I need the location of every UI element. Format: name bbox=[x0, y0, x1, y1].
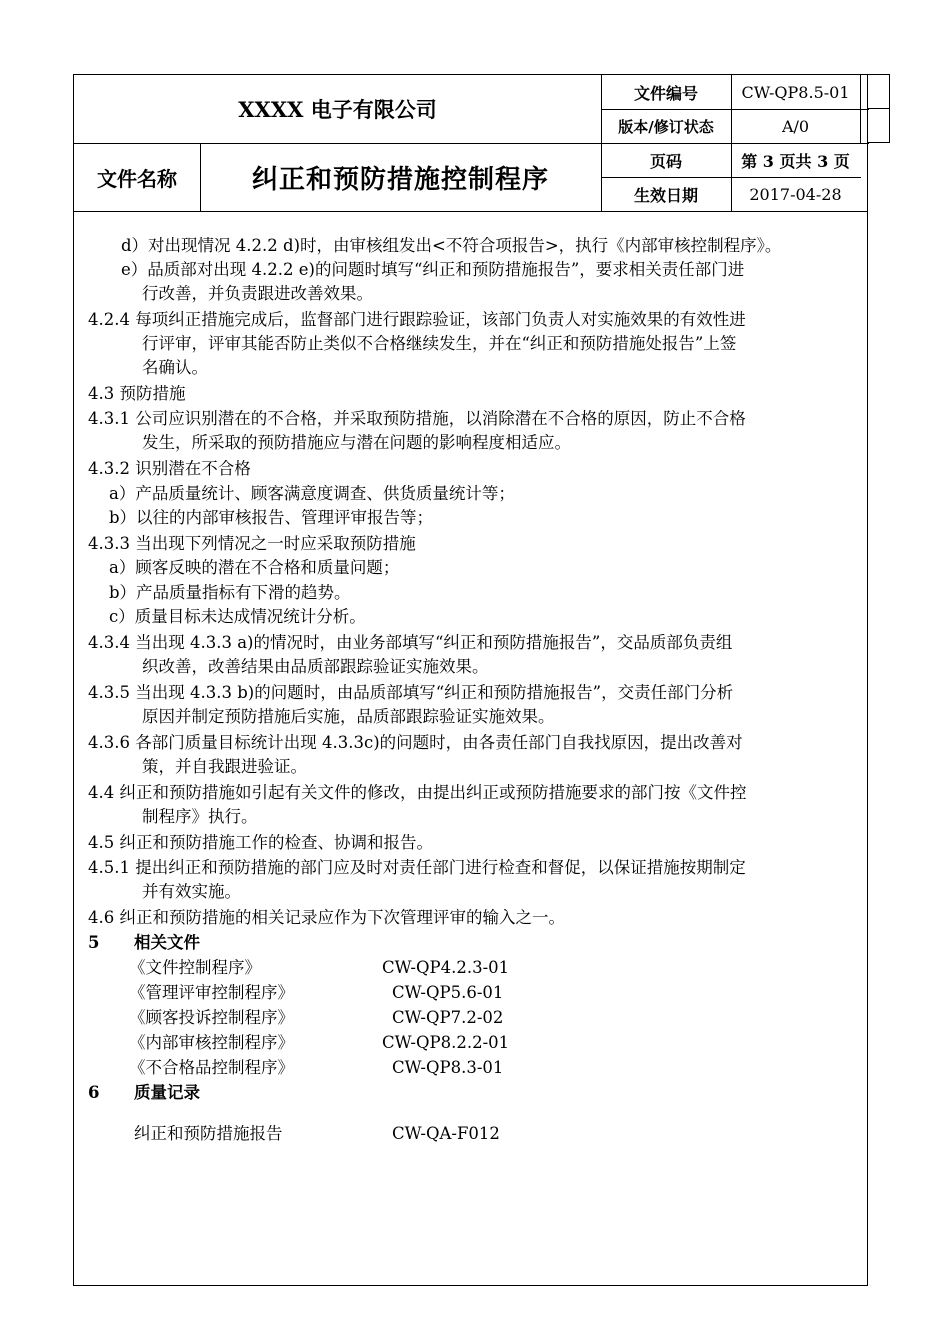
related-doc-name: 《内部审核控制程序》 bbox=[129, 1033, 294, 1052]
clause-line: a）顾客反映的潜在不合格和质量问题； bbox=[109, 558, 400, 577]
document-title: 纠正和预防措施控制程序 bbox=[251, 165, 549, 195]
document-frame bbox=[73, 74, 868, 1286]
clause-line: 4.3 预防措施 bbox=[88, 384, 186, 403]
doc-no-label: 文件编号 bbox=[633, 83, 698, 103]
section-5-title: 相关文件 bbox=[134, 933, 200, 952]
clause-line: 制程序》执行。 bbox=[142, 807, 258, 826]
clause-line: 策，并自我跟进验证。 bbox=[142, 757, 307, 776]
clause-line: 4.3.3 当出现下列情况之一时应采取预防措施 bbox=[88, 534, 416, 553]
related-doc-name: 《顾客投诉控制程序》 bbox=[129, 1008, 294, 1027]
clause-line: 4.5.1 提出纠正和预防措施的部门应及时对责任部门进行检查和督促，以保证措施按期制定 bbox=[88, 858, 746, 877]
clause-line: 4.3.6 各部门质量目标统计出现 4.3.3c)的问题时，由各责任部门自我找原因，提出改善对 bbox=[88, 733, 743, 752]
related-doc-name: 《管理评审控制程序》 bbox=[129, 983, 294, 1002]
related-doc-code: CW-QP4.2.3-01 bbox=[382, 958, 510, 977]
header-extension-line bbox=[868, 108, 890, 109]
quality-record-name: 纠正和预防措施报告 bbox=[134, 1124, 283, 1143]
clause-line: 织改善，改善结果由品质部跟踪验证实施效果。 bbox=[142, 657, 489, 676]
clause-line: d）对出现情况 4.2.2 d)时，由审核组发出<不符合项报告>，执行《内部审核控制程序》。 bbox=[121, 236, 782, 255]
related-doc-code: CW-QP8.2.2-01 bbox=[382, 1033, 510, 1052]
doc-no-value: CW-QP8.5-01 bbox=[741, 82, 850, 102]
clause-line: 发生，所采取的预防措施应与潜在问题的影响程度相适应。 bbox=[142, 433, 571, 452]
document-header bbox=[74, 75, 867, 212]
quality-record-code: CW-QA-F012 bbox=[392, 1124, 500, 1143]
clause-line: e）品质部对出现 4.2.2 e)的问题时填写“纠正和预防措施报告”，要求相关责任部门进 bbox=[121, 260, 745, 279]
file-name-label: 文件名称 bbox=[97, 167, 177, 191]
date-label: 生效日期 bbox=[633, 186, 698, 205]
clause-line: 行改善，并负责跟进改善效果。 bbox=[142, 284, 373, 303]
page-label: 页码 bbox=[649, 151, 682, 171]
header-extension-top bbox=[868, 74, 890, 75]
clause-line: 4.5 纠正和预防措施工作的检查、协调和报告。 bbox=[88, 833, 433, 852]
version-label: 版本/修订状态 bbox=[618, 117, 714, 136]
clause-line: c）质量目标未达成情况统计分析。 bbox=[109, 607, 366, 626]
header-extension-line bbox=[868, 142, 890, 143]
clause-line: 4.4 纠正和预防措施如引起有关文件的修改，由提出纠正或预防措施要求的部门按《文件控 bbox=[88, 783, 747, 802]
related-doc-name: 《文件控制程序》 bbox=[129, 958, 261, 977]
section-5-number: 5 bbox=[88, 933, 100, 952]
clause-line: a）产品质量统计、顾客满意度调查、供货质量统计等； bbox=[109, 484, 515, 503]
clause-line: 行评审，评审其能否防止类似不合格继续发生，并在“纠正和预防措施处报告”上签 bbox=[142, 334, 737, 353]
version-value: A/0 bbox=[781, 116, 810, 136]
clause-line: 4.3.5 当出现 4.3.3 b)的问题时，由品质部填写“纠正和预防措施报告”，交责任部门分析 bbox=[88, 683, 734, 702]
clause-line: b）以往的内部审核报告、管理评审报告等； bbox=[109, 508, 434, 527]
section-6-number: 6 bbox=[88, 1083, 100, 1102]
date-value: 2017-04-28 bbox=[749, 185, 842, 204]
clause-line: 名确认。 bbox=[142, 358, 208, 377]
section-6-title: 质量记录 bbox=[134, 1083, 200, 1102]
clause-line: 4.3.4 当出现 4.3.3 a)的情况时，由业务部填写“纠正和预防措施报告”，交品质部负责组 bbox=[88, 633, 733, 652]
clause-line: 并有效实施。 bbox=[142, 882, 241, 901]
related-doc-code: CW-QP5.6-01 bbox=[392, 983, 504, 1002]
clause-line: 4.2.4 每项纠正措施完成后，监督部门进行跟踪验证，该部门负责人对实施效果的有效性进 bbox=[88, 310, 746, 329]
clause-line: b）产品质量指标有下滑的趋势。 bbox=[109, 583, 351, 602]
clause-line: 4.3.2 识别潜在不合格 bbox=[88, 459, 251, 478]
clause-line: 4.6 纠正和预防措施的相关记录应作为下次管理评审的输入之一。 bbox=[88, 908, 565, 927]
company-name: XXXX 电子有限公司 bbox=[238, 97, 437, 122]
header-extension-edge bbox=[889, 74, 890, 143]
page-value: 第 3 页共 3 页 bbox=[741, 151, 850, 171]
related-doc-name: 《不合格品控制程序》 bbox=[129, 1058, 294, 1077]
clause-line: 原因并制定预防措施后实施，品质部跟踪验证实施效果。 bbox=[142, 707, 555, 726]
clause-line: 4.3.1 公司应识别潜在的不合格，并采取预防措施，以消除潜在不合格的原因，防止不合格 bbox=[88, 409, 746, 428]
related-doc-code: CW-QP8.3-01 bbox=[392, 1058, 504, 1077]
related-doc-code: CW-QP7.2-02 bbox=[392, 1008, 504, 1027]
